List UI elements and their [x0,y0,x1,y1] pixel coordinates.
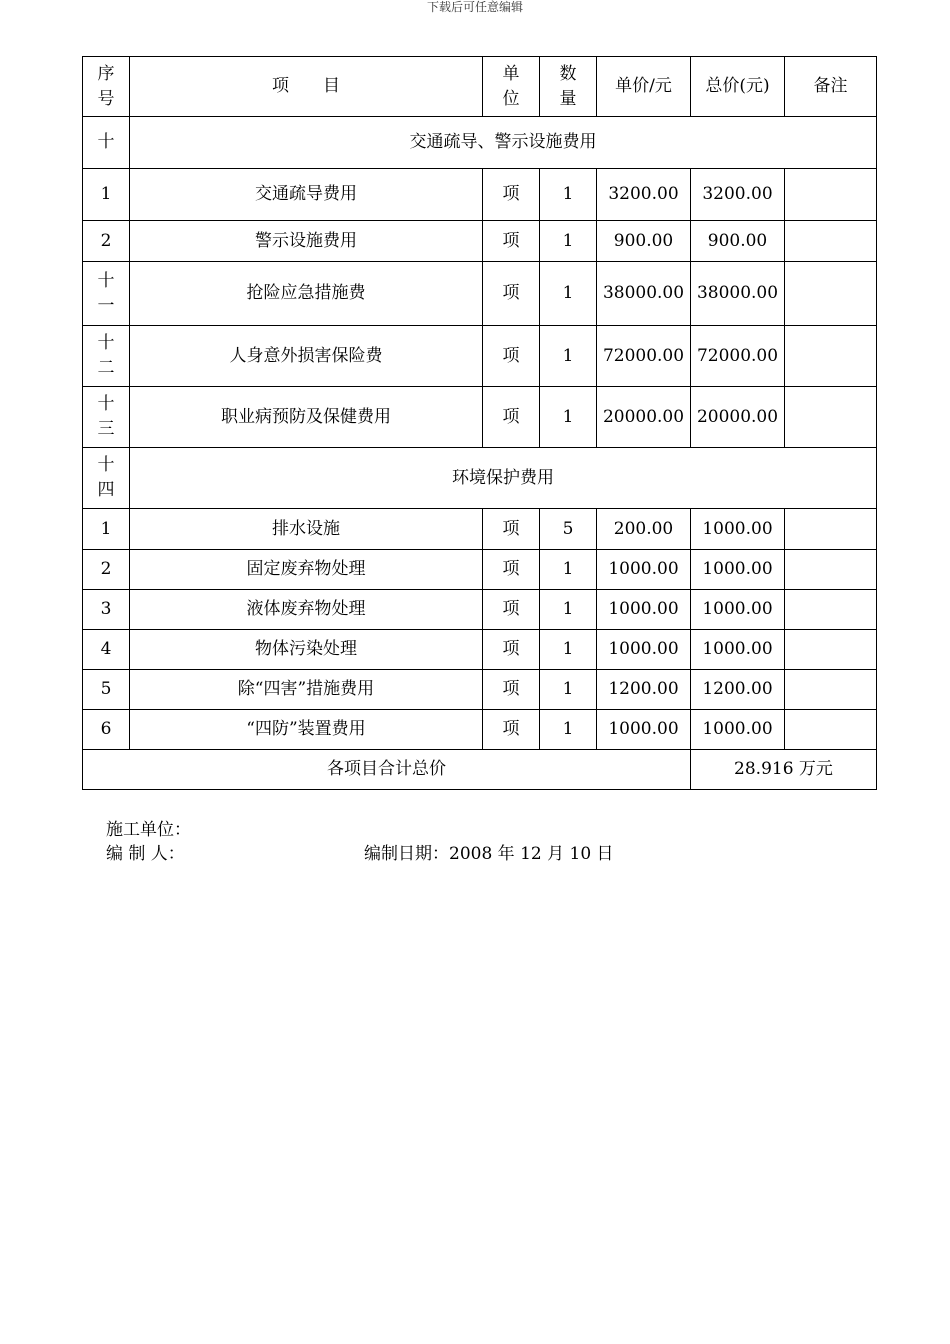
cell-unit: 项 [483,262,540,326]
cell-total: 900.00 [691,221,785,262]
cell-qty: 5 [540,509,597,550]
cell-qty: 1 [540,221,597,262]
table-row [83,262,877,326]
cell-item: 固定废弃物处理 [130,550,483,590]
table-total-row [83,750,877,790]
cell-price: 72000.00 [597,326,691,387]
table-row [83,221,877,262]
cell-seq: 2 [83,550,130,590]
cell-unit: 项 [483,387,540,448]
cell-remark [785,262,877,326]
header-qty: 数 量 [540,57,597,117]
cell-item: 人身意外损害保险费 [130,326,483,387]
cell-item: 职业病预防及保健费用 [130,387,483,448]
cell-qty: 1 [540,590,597,630]
cell-price: 20000.00 [597,387,691,448]
total-value: 28.916 万元 [691,750,877,790]
cell-unit: 项 [483,326,540,387]
table-header-row [83,57,877,117]
cell-price: 3200.00 [597,169,691,221]
cell-section-title: 环境保护费用 [130,448,877,509]
cell-total: 1000.00 [691,550,785,590]
cell-remark [785,509,877,550]
compile-date: 编制日期：2008 年 12 月 10 日 [364,844,614,864]
table-row [83,630,877,670]
table-row [83,509,877,550]
header-unit: 单 位 [483,57,540,117]
cell-item: 液体废弃物处理 [130,590,483,630]
cell-item: 抢险应急措施费 [130,262,483,326]
cell-price: 900.00 [597,221,691,262]
table-row [83,550,877,590]
cell-item: “四防”装置费用 [130,710,483,750]
cell-remark [785,387,877,448]
cell-total: 1000.00 [691,509,785,550]
cost-table [82,56,877,790]
table-row [83,710,877,750]
cell-unit: 项 [483,509,540,550]
cell-item: 警示设施费用 [130,221,483,262]
cell-total: 38000.00 [691,262,785,326]
table-row [83,387,877,448]
cell-qty: 1 [540,710,597,750]
cell-price: 1000.00 [597,590,691,630]
total-label: 各项目合计总价 [83,750,691,790]
table-row [83,169,877,221]
cell-seq: 1 [83,169,130,221]
cell-remark [785,169,877,221]
cell-price: 1000.00 [597,710,691,750]
header-remark: 备注 [785,57,877,117]
cell-seq: 3 [83,590,130,630]
header-item: 项 目 [130,57,483,117]
table-row-section [83,117,877,169]
cell-seq: 十 三 [83,387,130,448]
cell-unit: 项 [483,550,540,590]
cell-seq: 十 四 [83,448,130,509]
cell-seq: 6 [83,710,130,750]
cell-item: 交通疏导费用 [130,169,483,221]
cell-price: 38000.00 [597,262,691,326]
cell-unit: 项 [483,169,540,221]
cell-total: 3200.00 [691,169,785,221]
cell-total: 1200.00 [691,670,785,710]
header-seq: 序 号 [83,57,130,117]
cell-remark [785,710,877,750]
cell-price: 200.00 [597,509,691,550]
table-row [83,590,877,630]
cell-unit: 项 [483,630,540,670]
cell-remark [785,630,877,670]
cell-qty: 1 [540,169,597,221]
cell-item: 除“四害”措施费用 [130,670,483,710]
cell-item: 物体污染处理 [130,630,483,670]
cell-price: 1000.00 [597,630,691,670]
table-row [83,326,877,387]
cell-seq: 十 [83,117,130,169]
cell-item: 排水设施 [130,509,483,550]
cell-qty: 1 [540,326,597,387]
cell-seq: 2 [83,221,130,262]
cell-unit: 项 [483,221,540,262]
cell-total: 1000.00 [691,630,785,670]
cell-total: 1000.00 [691,590,785,630]
cell-seq: 4 [83,630,130,670]
table-row-section [83,448,877,509]
cell-price: 1200.00 [597,670,691,710]
cell-qty: 1 [540,630,597,670]
cell-price: 1000.00 [597,550,691,590]
cell-qty: 1 [540,670,597,710]
page-header-note: 下载后可任意编辑 [426,0,523,14]
cell-qty: 1 [540,550,597,590]
construction-unit-label: 施工单位： [106,820,191,840]
cell-seq: 十 二 [83,326,130,387]
cell-total: 20000.00 [691,387,785,448]
cell-unit: 项 [483,710,540,750]
cell-remark [785,221,877,262]
author-label: 编 制 人： [106,844,185,864]
cell-seq: 十 一 [83,262,130,326]
cell-unit: 项 [483,670,540,710]
cell-seq: 5 [83,670,130,710]
cell-remark [785,670,877,710]
cell-unit: 项 [483,590,540,630]
cell-remark [785,550,877,590]
cell-seq: 1 [83,509,130,550]
header-total-price: 总价(元) [691,57,785,117]
header-unit-price: 单价/元 [597,57,691,117]
cell-total: 72000.00 [691,326,785,387]
cell-qty: 1 [540,262,597,326]
cell-total: 1000.00 [691,710,785,750]
cell-section-title: 交通疏导、警示设施费用 [130,117,877,169]
cell-qty: 1 [540,387,597,448]
cell-remark [785,326,877,387]
table-row [83,670,877,710]
cell-remark [785,590,877,630]
